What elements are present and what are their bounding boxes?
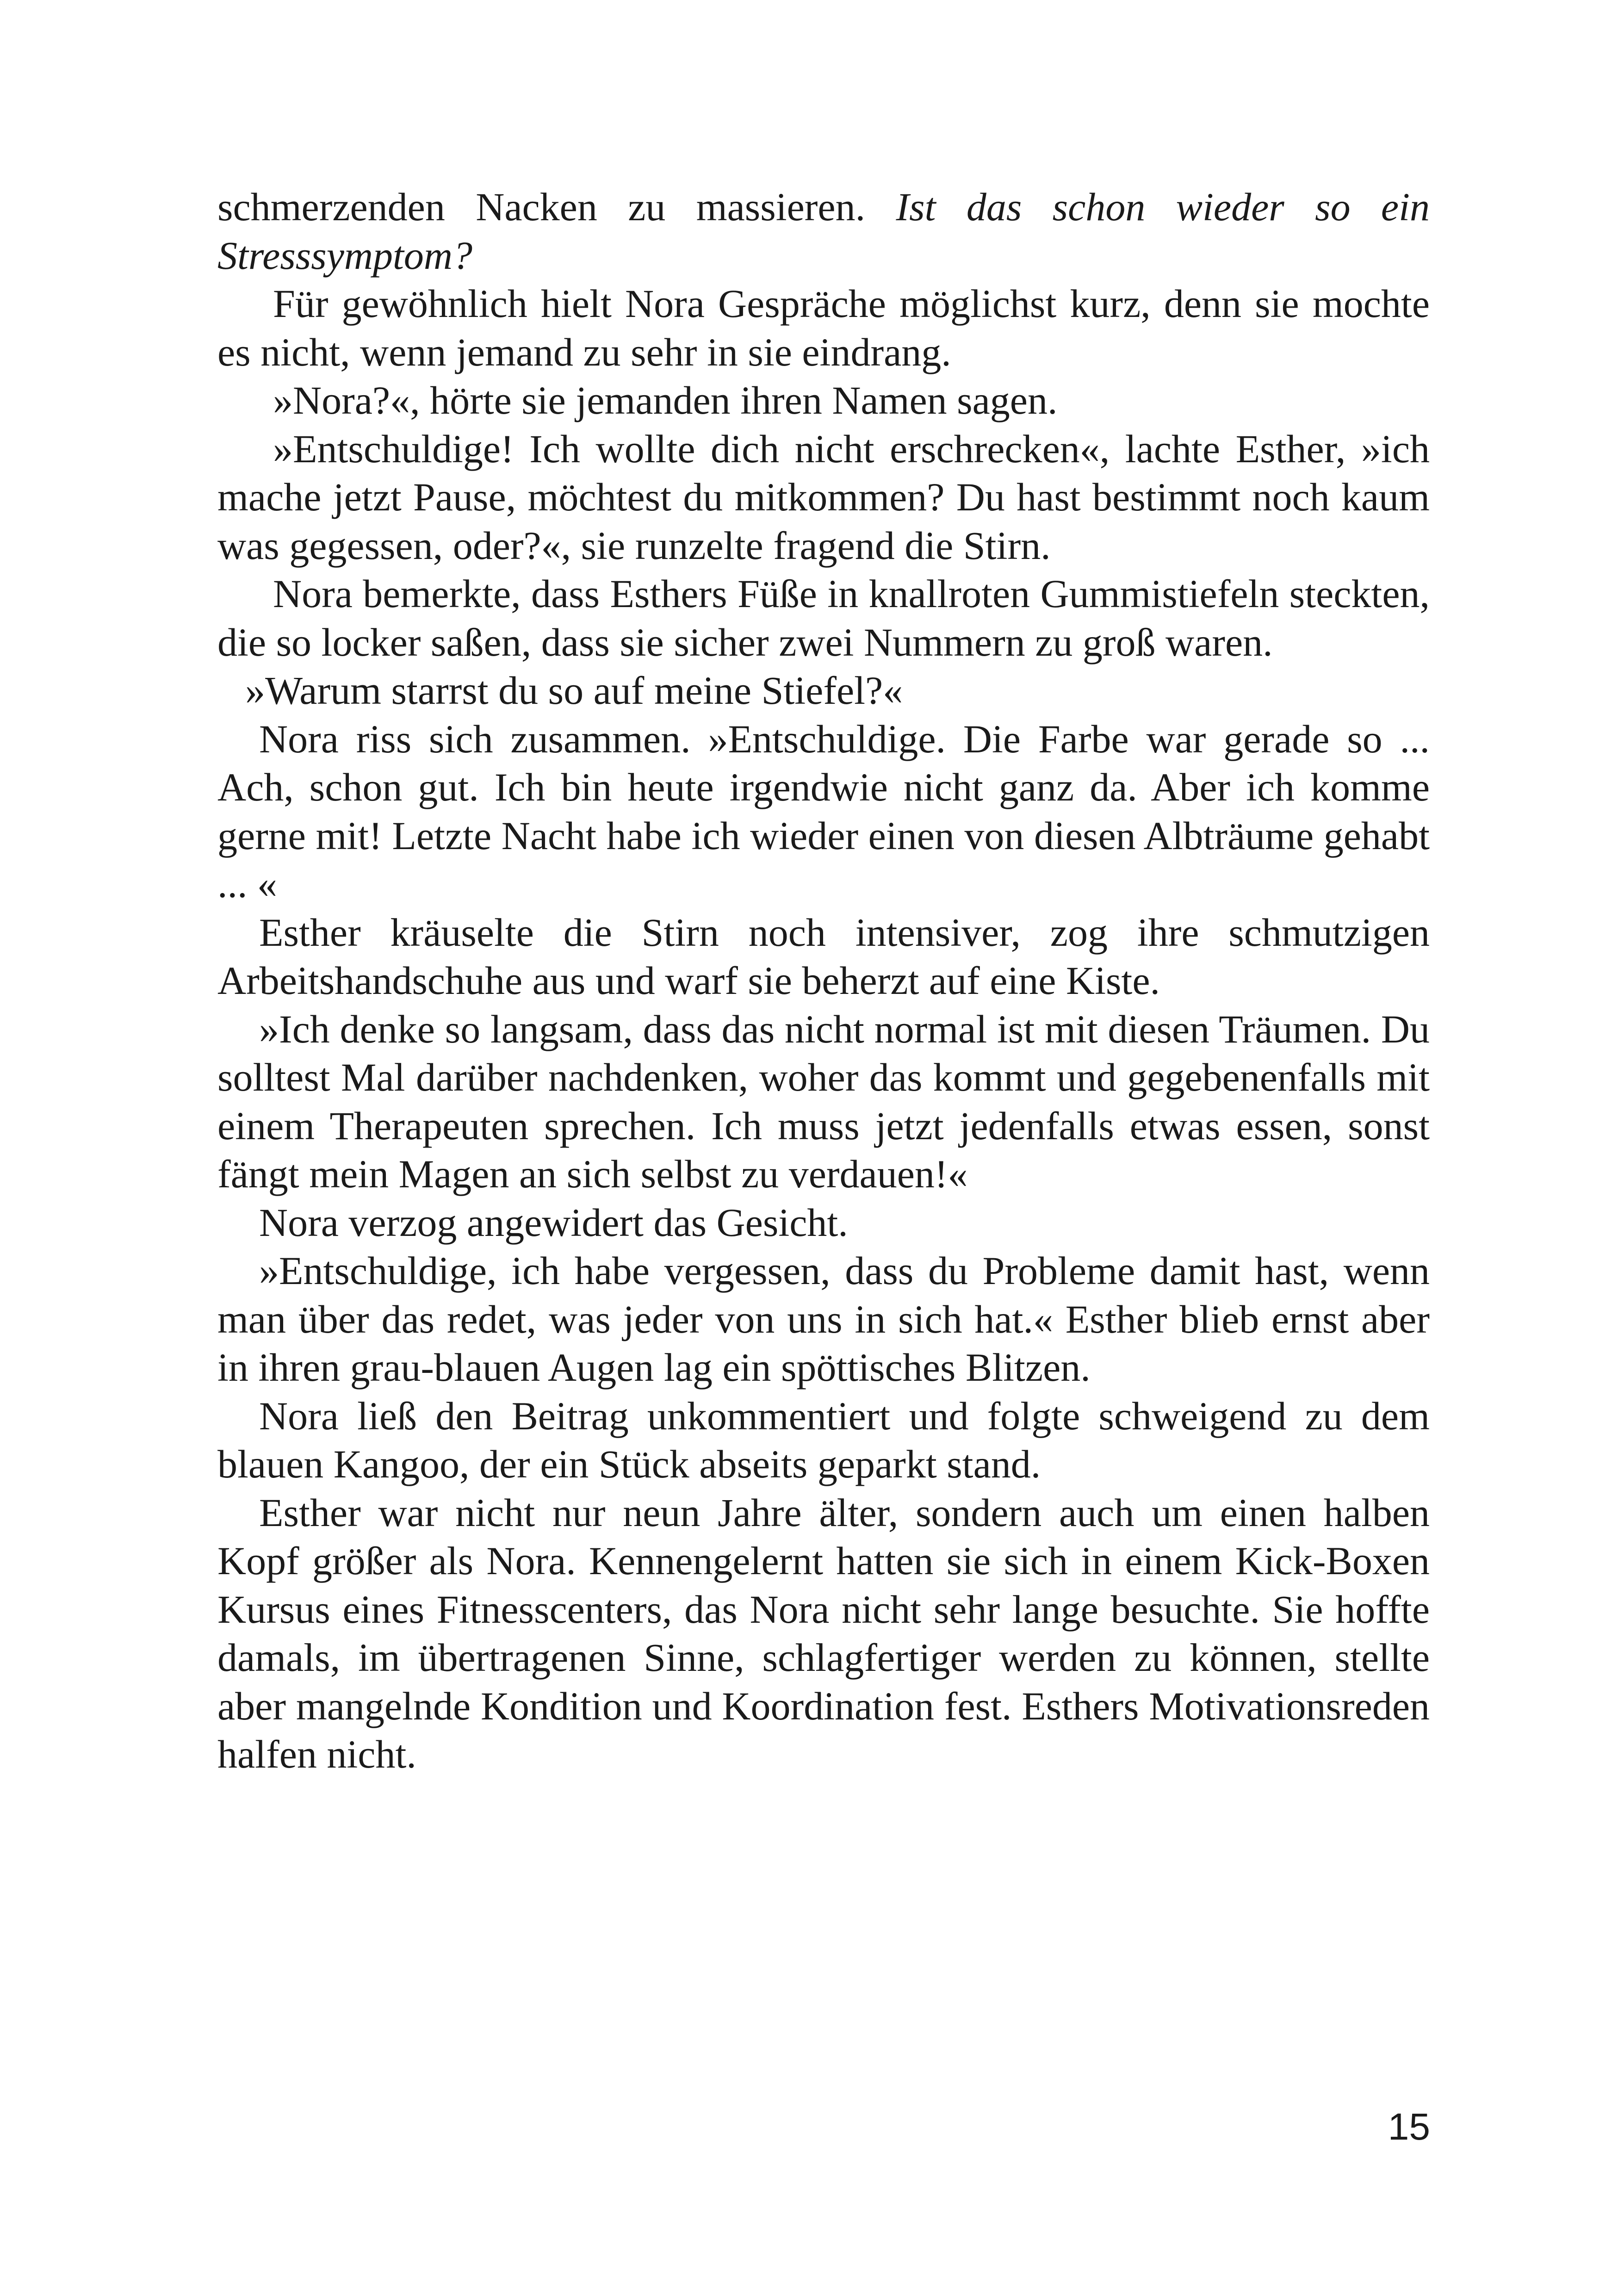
paragraph-10: Nora verzog angewidert das Gesicht.	[259, 1200, 848, 1245]
paragraph-5: Nora bemerkte, dass Esthers Füße in knallroten Gummistiefeln steckten, die so locker saßen, dass sie sicher zwei Nummern zu groß waren.	[217, 571, 1430, 664]
paragraph-6: »Warum starrst du so auf meine Stiefel?«	[245, 668, 903, 713]
paragraph-4: »Entschuldige! Ich wollte dich nicht erschrecken«, lachte Esther, »ich mache jetzt Pause, möchtest du mitkommen? Du hast bestimmt noch kaum was gegessen, oder?«, sie runzelte fragend die Stirn.	[217, 426, 1430, 568]
paragraph-13: Esther war nicht nur neun Jahre älter, sondern auch um einen halben Kopf größer als Nora. Kennengelernt hatten sie sich in einem Kick-Boxen Kursus eines Fitnesscenters, das Nora nicht sehr lange besuchte. Sie hoffte damals, im übertragenen Sinne, schlagfertiger werden zu können, stellte aber mangelnde Kondition und Koordination fest. Esthers Motivationsreden halfen nicht.	[217, 1490, 1430, 1776]
paragraph-2: Für gewöhnlich hielt Nora Gespräche möglichst kurz, denn sie mochte es nicht, wenn jemand zu sehr in sie eindrang.	[217, 281, 1430, 374]
paragraph-1-text: schmerzenden Nacken zu massieren.	[217, 185, 896, 229]
paragraph-1	[217, 183, 1430, 279]
paragraph-8: Esther kräuselte die Stirn noch intensiver, zog ihre schmutzigen Arbeitshandschuhe aus und warf sie beherzt auf eine Kiste.	[217, 910, 1430, 1003]
paragraph-9: »Ich denke so langsam, dass das nicht normal ist mit diesen Träumen. Du solltest Mal darüber nachdenken, woher das kommt und gegebenenfalls mit einem Therapeuten sprechen. Ich muss jetzt jedenfalls etwas essen, sonst fängt mein Magen an sich selbst zu verdauen!«	[217, 1006, 1430, 1196]
body-text	[217, 183, 1430, 1779]
paragraph-11: »Entschuldige, ich habe vergessen, dass du Probleme damit hast, wenn man über das redet, was jeder von uns in sich hat.« Esther blieb ernst aber in ihren grau-blauen Augen lag ein spöttisches Blitzen.	[217, 1248, 1430, 1390]
paragraph-3: »Nora?«, hörte sie jemanden ihren Namen sagen.	[273, 378, 1058, 422]
paragraph-12: Nora ließ den Beitrag unkommentiert und folgte schweigend zu dem blauen Kangoo, der ein Stück abseits geparkt stand.	[217, 1393, 1430, 1486]
paragraph-1-italic-thought: Ist das schon wieder so ein Stresssymptom?	[217, 185, 1430, 278]
paragraph-7: Nora riss sich zusammen. »Entschuldige. Die Farbe war gerade so ... Ach, schon gut. Ich bin heute irgendwie nicht ganz da. Aber ich komme gerne mit! Letzte Nacht habe ich wieder einen von diesen Albträume gehabt ... «	[217, 716, 1430, 906]
page-number: 15	[1388, 2106, 1430, 2148]
